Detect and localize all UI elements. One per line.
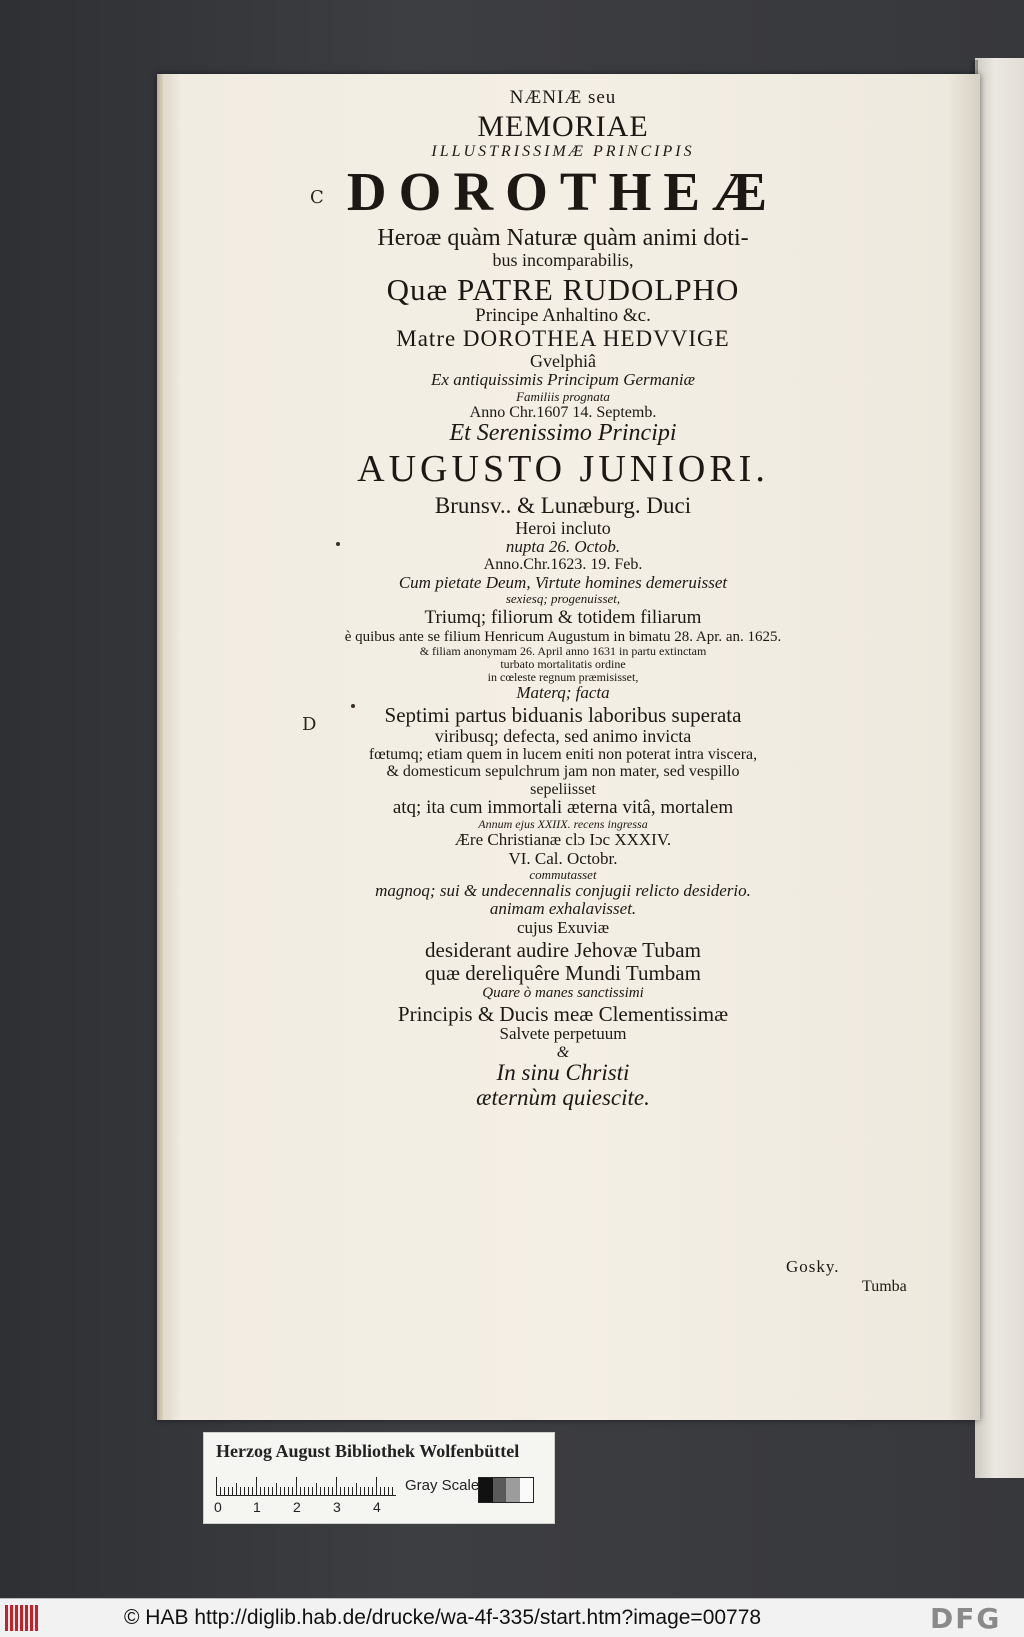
text-line: Quæ PATRE RUDOLPHO	[386, 271, 740, 307]
text-line: turbato mortalitatis ordine	[500, 656, 626, 671]
text-line: & domesticum sepulchrum jam non mater, sed vespillo	[386, 763, 740, 781]
page-edge	[157, 74, 165, 1420]
text-line: Principis & Ducis meæ Clementissimæ	[397, 1001, 729, 1026]
text-line: &	[556, 1043, 570, 1061]
text-line: in cœleste regnum præmisisset,	[487, 669, 639, 684]
text-line: Quare ò manes sanctissimi	[482, 984, 644, 1001]
source-url[interactable]: © HAB http://diglib.hab.de/drucke/wa-4f-335/start.htm?image=00778	[124, 1606, 762, 1629]
heading-dorotheae: DOROTHEÆ	[346, 161, 780, 223]
text-line: In sinu Christi	[496, 1059, 630, 1085]
text-line: Gvelphiâ	[530, 350, 596, 371]
text-line: commutasset	[529, 867, 597, 883]
heading-augusto: AUGUSTO JUNIORI.	[357, 447, 769, 490]
text-line: è quibus ante se filium Henricum Augustum in bimatu 28. Apr. an. 1625.	[344, 628, 782, 645]
dfg-logo: DFG	[930, 1602, 1002, 1635]
ruler-number: 1	[253, 1499, 261, 1515]
text-line: fœtumq; etiam quem in lucem eniti non poterat intra viscera,	[368, 746, 758, 764]
library-name: Herzog August Bibliothek Wolfenbüttel	[216, 1441, 520, 1461]
text-line: nupta 26. Octob.	[505, 537, 621, 557]
footer-bar	[0, 1598, 1024, 1637]
text-line: sepeliisset	[530, 780, 596, 798]
text-line: Principe Anhaltino &c.	[475, 305, 651, 327]
text-line: Septimi partus biduanis laboribus superata	[384, 702, 742, 727]
text-line: bus incomparabilis,	[492, 250, 634, 271]
text-line: viribusq; defecta, sed animo invicta	[434, 725, 692, 746]
memorial-text	[173, 88, 953, 1111]
text-line: magnoq; sui & undecennalis conjugii relicto desiderio.	[375, 881, 751, 901]
text-line: Brunsv.. & Lunæburg. Duci	[434, 492, 692, 518]
library-color-card	[203, 1432, 555, 1524]
ruler-number: 0	[214, 1499, 222, 1515]
author-signature: Gosky.	[786, 1257, 840, 1276]
ruler-number: 4	[373, 1499, 381, 1515]
text-line: Materq; facta	[516, 682, 610, 702]
text-line: quæ dereliquêre Mundi Tumbam	[425, 960, 701, 985]
text-line: Annum ejus XXIIX. recens ingressa	[478, 817, 648, 832]
text-line: MEMORIAE	[477, 109, 649, 143]
text-line: desiderant audire Jehovæ Tubam	[425, 938, 701, 963]
text-line: Cum pietate Deum, Virtute homines demeruisset	[398, 572, 728, 592]
text-line: animam exhalavisset.	[489, 899, 637, 919]
text-line: NÆNIÆ seu	[509, 87, 617, 108]
text-line: Et Serenissimo Principi	[449, 419, 677, 446]
text-line: Familiis prognata	[516, 388, 610, 404]
text-line: & filiam anonymam 26. April anno 1631 in partu extinctam	[419, 643, 707, 658]
ruler-number: 2	[293, 1499, 301, 1515]
text-line: Anno Chr.1607 14. Septemb.	[469, 403, 657, 421]
text-line: VI. Cal. Octobr.	[508, 848, 618, 868]
facing-page-edge	[975, 58, 1024, 1478]
text-line: Anno.Chr.1623. 19. Feb.	[483, 556, 643, 574]
text-line: sexiesq; progenuisset,	[505, 591, 621, 606]
text-line: Ære Christianæ clɔ Iɔc XXXIV.	[454, 830, 672, 850]
text-line: ILLUSTRISSIMÆ PRINCIPIS	[431, 142, 695, 160]
text-line: æternùm quiescite.	[476, 1084, 650, 1110]
gray-scale-label: Gray Scale	[405, 1477, 480, 1494]
text-line: Salvete perpetuum	[499, 1024, 627, 1044]
text-line: cujus Exuviæ	[516, 917, 610, 937]
gray-scale-swatch	[478, 1477, 534, 1503]
text-line: Triumq; filiorum & totidem filiarum	[424, 607, 702, 629]
text-line: Ex antiquissimis Principum Germaniæ	[431, 370, 695, 390]
hab-logo-icon	[5, 1605, 45, 1631]
margin-letter-c: C	[310, 187, 324, 208]
margin-letter-d: D	[302, 714, 317, 735]
text-line: Matre DOROTHEA HEDVVIGE	[396, 325, 730, 351]
text-line: Heroi incluto	[515, 517, 611, 538]
text-line: Heroæ quàm Naturæ quàm animi doti-	[377, 224, 749, 251]
ruler-number: 3	[333, 1499, 341, 1515]
catchword: Tumba	[862, 1278, 907, 1295]
scale-ruler	[216, 1473, 396, 1496]
text-line: atq; ita cum immortali æterna vitâ, mortalem	[392, 796, 734, 818]
